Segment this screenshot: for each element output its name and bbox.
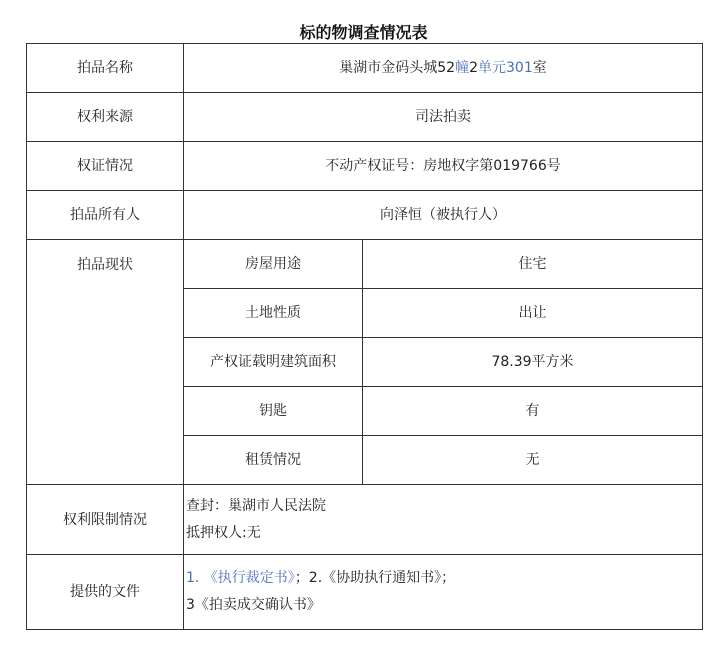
page-title: 标的物调查情况表 [299,23,428,42]
owner-value: 向泽恒（被执行人） [184,191,703,240]
table-row [27,240,703,289]
status-item-label: 房屋用途 [184,240,363,289]
item-name-part: 2 [469,60,479,76]
item-name-part: 单元 [478,60,507,76]
status-item-label: 租赁情况 [184,436,363,485]
status-item-value: 无 [363,436,703,485]
item-name-part: 幢 [455,60,470,76]
item-name-part: 室 [532,60,547,76]
table-row [27,485,703,555]
row-label: 拍品现状 [27,240,184,485]
restriction-mortgage: 抵押权人:无 [186,524,261,541]
row-label: 权利限制情况 [27,485,184,555]
item-name-value [184,44,703,93]
document-item: ；2.《协助执行通知书》； [294,570,456,586]
status-item-value: 出让 [363,289,703,338]
status-item-label: 产权证载明建筑面积 [184,338,363,387]
row-label: 拍品名称 [27,44,184,93]
table-row [27,44,703,93]
row-label: 权利来源 [27,93,184,142]
status-item-label: 土地性质 [184,289,363,338]
status-item-label: 钥匙 [184,387,363,436]
row-label: 拍品所有人 [27,191,184,240]
restriction-seizure: 查封：巢湖市人民法院 [186,497,326,514]
table-row [27,191,703,240]
survey-table [26,43,703,630]
document-item: 1. 《执行裁定书》 [186,570,295,586]
row-label: 权证情况 [27,142,184,191]
row-label: 提供的文件 [27,555,184,630]
certificate-value: 不动产权证号：房地权字第019766号 [184,142,703,191]
table-row [27,555,703,630]
rights-source-value: 司法拍卖 [184,93,703,142]
item-name-part: 301 [506,60,533,76]
status-item-value: 住宅 [363,240,703,289]
table-row [27,93,703,142]
item-name-part: 巢湖市金码头城52 [339,60,456,76]
documents-value [184,555,703,630]
documents-line-1 [186,565,702,592]
restrictions-value [184,485,703,555]
status-item-value: 有 [363,387,703,436]
status-item-value: 78.39平方米 [363,338,703,387]
document-item: 3《拍卖成交确认书》 [186,597,321,613]
table-row [27,142,703,191]
